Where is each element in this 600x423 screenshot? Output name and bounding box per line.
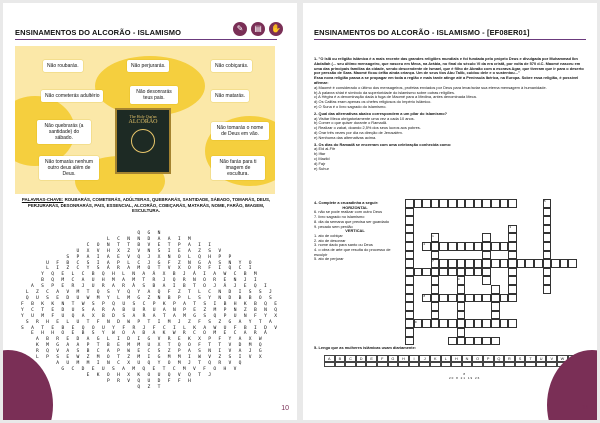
crossword-cell[interactable] [422,268,431,277]
crossword-cell[interactable] [482,276,491,285]
crossword-cell[interactable]: 5 [543,199,552,208]
crossword-cell[interactable] [405,268,414,277]
answer-option[interactable]: e) Nenhuma das alternativas acima. [314,134,377,140]
answer-option[interactable]: c) Realizar o zakat, doando 2,5% dos seus lucros aos pobres. [314,125,421,131]
crossword-cell[interactable] [405,233,414,242]
word-search-grid [21,231,279,390]
crossword-cell[interactable] [508,242,517,251]
crossword-cell[interactable] [405,259,414,268]
alphabet-letter: J [419,355,430,362]
crossword-clue: 3. nome dado para santo ou Deus [314,242,373,248]
word-search-row: L P S E W Z M O T Z M I G M M I W V Z S I V X [36,355,264,361]
answer-blanks [449,372,480,380]
crossword-cell[interactable] [508,285,517,294]
word-search-row: G C D E U S A M Q E T C M V F O H V [61,366,239,372]
code-cell[interactable] [472,362,483,367]
question-2-options [314,117,584,141]
book-caption: The Holy Qur'an [129,114,157,119]
crossword-cell[interactable] [457,328,466,337]
crossword-cell[interactable] [560,259,569,268]
crossword-cell[interactable] [474,242,483,251]
crossword-cell[interactable] [439,319,448,328]
code-cell[interactable] [483,362,494,367]
alphabet-letter: L [441,355,452,362]
crossword-cell[interactable]: 4 [457,276,466,285]
crossword-cell[interactable] [405,242,414,251]
word-search-row: L C N N D A A I M [106,236,194,242]
crossword-cell[interactable]: 2 [422,242,431,251]
code-cell[interactable] [324,362,335,367]
keyword-values: ROUBARÁS, COMETERÁS, ADÚLTERAS, QUEBRARÁS, SANTIDADE, SÁBADO, TOMARÁS, DEUS, PERJURARÁS, DESONRARÁS, PAIS, ESSENCIAL, ALCORÃO, COBIÇARÁS, MATARÁS, NOME, FARÃO, IMAGEM, ESCULTURA. [27,197,271,213]
crossword-cell[interactable] [543,251,552,260]
word-search-row: A S P E R J U R A R Á S B A I B T O J Á J E Q I [30,284,270,290]
crossword-cell[interactable] [405,319,414,328]
word-search-row: C O N T T B V E T P A I I [86,242,214,248]
alphabet-letter: S [515,355,526,362]
commandment-card: Não cometerás adultério [41,90,103,102]
answer-option[interactable]: a) Maomé é considerado o último dos mensageiros, profetas enviados por Deus para levar/aviar sua eterna mensagem à humanidade. [314,84,547,90]
commandment-card: Não perjurarás. [127,60,169,72]
crossword-cell[interactable] [448,337,457,346]
book-ornament [131,129,155,153]
answer-option[interactable]: d) Fajr [314,160,326,166]
crossword-cell[interactable] [491,259,500,268]
book-title: ALCORÃO [128,119,158,125]
crossword-cell[interactable] [482,233,491,242]
word-search-row: F B K K N T W S P Q U S C P K P A T S I B H K B Q E [21,301,280,307]
commandment-card: Não cobiçarás. [211,60,252,72]
crossword-cell[interactable] [457,302,466,311]
crossword-cell[interactable] [482,259,491,268]
code-cell[interactable] [494,362,505,367]
header-icons [233,22,283,36]
crossword-cell[interactable] [405,199,414,208]
crossword-cell[interactable] [543,259,552,268]
crossword-cell[interactable] [414,268,423,277]
crossword-clue: 9. pecado sem perdão [314,223,353,229]
alphabet-letter: C [345,355,356,362]
crossword-cell[interactable] [491,294,500,303]
crossword-clues [314,201,396,262]
crossword-cell[interactable] [543,268,552,277]
crossword-cell[interactable] [500,319,509,328]
crossword-cell[interactable] [465,319,474,328]
crossword-cell[interactable] [491,285,500,294]
crossword-cell[interactable] [465,294,474,303]
crossword-cell[interactable] [482,337,491,346]
word-search-row: U X V H X Z V N S I E A Z S V [76,248,224,254]
crossword-cell[interactable]: 9 [414,319,423,328]
code-cell[interactable] [515,362,526,367]
horizontal-clues [314,210,396,229]
horizontal-label: HORIZONTAL [342,204,368,210]
crossword-cell[interactable] [457,242,466,251]
crossword-cell[interactable] [474,337,483,346]
crossword-cell[interactable] [405,302,414,311]
word-search-row: E H H O E B S Y W O A B A K W R C O M E C A R Á [30,331,270,337]
crossword-cell[interactable] [491,337,500,346]
crossword-cell[interactable] [431,251,440,260]
left-page [3,3,297,420]
pencil-icon: ✎ [233,22,247,36]
crossword-cell[interactable]: 7 [431,259,440,268]
word-search-row: Q Z T [137,384,163,390]
crossword-cell[interactable] [482,242,491,251]
crossword-cell[interactable] [508,294,517,303]
crossword-cell[interactable] [457,319,466,328]
question-1-text: Essa nova religião passa a se propagar em toda a região e mais tarde atinge até a Península Ibérica, na Europa. Sobre essa religião, é possível afirmar: [314,75,579,85]
crossword-cell[interactable] [431,242,440,251]
crossword-cell[interactable] [431,285,440,294]
crossword-cell[interactable] [457,337,466,346]
crossword-cell[interactable] [405,276,414,285]
word-search-row: R Q V A S B C A P W E C S Z P A S N I V A J G [36,349,264,355]
crossword-cell[interactable] [439,199,448,208]
crossword-cell[interactable] [439,259,448,268]
alphabet-letter: W [557,355,568,362]
answer-option[interactable]: b) Iftar [314,151,326,157]
crossword-cell[interactable] [405,294,414,303]
crossword-cell[interactable] [448,259,457,268]
code-cell[interactable] [536,362,547,367]
crossword-cell[interactable] [525,259,534,268]
crossword-clue: 6. não se pode realizar com outro Deus [314,209,383,215]
crossword-cell[interactable] [457,311,466,320]
alphabet-code-row [324,355,597,362]
code-cell[interactable] [451,362,462,367]
code-cell[interactable] [398,362,409,367]
crossword-cell[interactable] [508,233,517,242]
vertical-clues [314,234,396,262]
crossword-cell[interactable] [508,319,517,328]
crossword-cell[interactable] [405,328,414,337]
crossword-cell[interactable] [465,268,474,277]
questions-block [314,57,584,171]
word-search-row: Q U S E D U W M Y L M G Z N B P L S Y N D B B O S [25,295,275,301]
crossword-cell[interactable] [465,242,474,251]
page-number: 11 [581,405,589,412]
crossword-cell[interactable] [543,285,552,294]
keyword-label: PALAVRAS-CHAVE: [21,197,64,202]
word-search-row: Q G N [137,231,163,236]
crossword-cell[interactable] [448,268,457,277]
crossword-cell[interactable] [405,225,414,234]
page-number: 10 [281,405,289,412]
crossword-clue: 4. o obra de arte que resulta do processo de esculpir [314,247,391,257]
crossword-cell[interactable] [543,208,552,217]
crossword-cell[interactable] [422,319,431,328]
code-cell[interactable] [504,362,515,367]
code-number-row [324,362,597,367]
alphabet-letter: P [483,355,494,362]
alphabet-letter: H [451,355,462,362]
crossword-cell[interactable] [439,242,448,251]
title-rule [15,39,277,40]
alphabet-letter: R [504,355,515,362]
crossword-cell[interactable] [543,225,552,234]
crossword-cell[interactable] [405,216,414,225]
code-cell[interactable] [546,362,557,367]
crossword-cell[interactable] [457,199,466,208]
crossword-cell[interactable] [551,259,560,268]
word-search-row: Y Q E L C B Q H L N A Á X B J Á I A W C B M [41,272,259,278]
page-title: ENSINAMENTOS DO ALCORÃO - ISLAMISMO - [EF08ER01] [314,28,530,37]
crossword-cell[interactable] [448,199,457,208]
crossword-cell[interactable] [414,199,423,208]
code-cell[interactable] [409,362,420,367]
alphabet-letter: D [356,355,367,362]
word-search-row: S R H E L U T F N D W P T I M J Z F S Z G A Y T A [25,319,275,325]
code-cell[interactable] [377,362,388,367]
crossword-cell[interactable] [405,251,414,260]
question-1-options [314,86,584,110]
crossword-clue: 7. livro sagrado no islamismo [314,214,365,220]
question-4-text: 4- Complete a cruzadinha a seguir: [314,200,379,205]
commandments-infographic [15,46,275,194]
commandment-card: Não farás para ti imagem de escultura. [211,156,265,180]
word-search-row: A U M M I N C X U Q Y O M J T Q R V Q [56,360,244,366]
code-cell[interactable] [388,362,399,367]
document-icon: ▤ [251,22,265,36]
crossword-cell[interactable] [491,242,500,251]
answer-option[interactable]: a) Eid al-Fitr [314,146,336,152]
word-search-row: L I Z C Y S Á R A M O T V X O R F I Q C I [46,266,254,272]
hand-icon: ✋ [269,22,283,36]
crossword-clue: 2. ato de desonrar [314,237,346,243]
alphabet-letter: T [525,355,536,362]
commandment-card: Não tomarás o nome de Deus em vão. [211,122,269,140]
alphabet-letter: B [335,355,346,362]
crossword-cell[interactable] [431,276,440,285]
code-cell[interactable] [462,362,473,367]
commandment-card: Não matarás. [211,90,249,102]
crossword-cell[interactable] [491,311,500,320]
crossword-cell[interactable] [543,233,552,242]
title-rule [314,39,586,40]
answer-number: 8 [463,372,467,376]
crossword-cell[interactable] [405,208,414,217]
question-2-text: 2- Qual das alternativas abaixo correspondem a um pilar do islamismo? [314,110,447,116]
commandment-card: Não roubarás. [43,60,83,72]
crossword-cell[interactable] [482,251,491,260]
crossword-cell[interactable] [482,199,491,208]
answer-option[interactable]: e) O Suna é o livro sagrado do islamismo. [314,103,387,109]
alphabet-letter: H [398,355,409,362]
question-1-intro: 1- "O Islã ou religião islâmica é a mais recente das grandes religiões mundiais e foi fundada pelo próprio Deus e divulgada por Muhammad Ibn Abdallah (... seu último mensageiro, que nasceu em Meca, na Arábia, no final do século VI da era cristã, por volta de 570 d.C. Maomé nasceu em uma das principais famílias da cidade, sendo descendente de Ismael, que é filho de Abraão com a escrava Agar, que tiveram que ir para o deserto por pressão de Sara. Maomé ficou órfão ainda criança. Um de seus tios Abu Talib, cuidou dele e o sustentou..." [314,56,584,76]
commandment-card: Não quebrarás (a santidade) do sábado. [37,120,91,144]
crossword-clue: 5. ato de perjurar [314,256,344,262]
crossword-cell[interactable] [431,199,440,208]
commandment-card: Não desonrarás teus pais. [130,86,178,104]
alphabet-letter: O [472,355,483,362]
crossword-cell[interactable] [543,242,552,251]
answer-option[interactable]: d) Os Califas eram apenas os chefes religiosos do Império Islâmico. [314,99,432,105]
word-search-row: U F B C S I A P L C J G F Z N G A S N Y O [46,260,254,266]
word-search-row: L Z C A V M T Q S Y Q Y A Q F Z T L C N D I S S J [25,290,275,296]
crossword-cell[interactable] [500,294,509,303]
crossword-cell[interactable] [474,294,483,303]
answer-option[interactable]: c) A Hégira é a denominação dada à fuga de Maomé para a Medina, antes denominada Meca. [314,94,477,100]
crossword-cell[interactable] [465,337,474,346]
crossword-cell[interactable] [568,259,577,268]
alphabet-letter: E [366,355,377,362]
code-cell[interactable] [441,362,452,367]
answer-option[interactable]: b) Comer o que quiser durante o Ramadã. [314,120,388,126]
alphabet-letter: Q [494,355,505,362]
crossword-cell[interactable]: 1 [431,233,440,242]
crossword-cell[interactable] [474,319,483,328]
code-cell[interactable] [335,362,346,367]
crossword-cell[interactable] [465,199,474,208]
crossword-cell[interactable] [405,285,414,294]
crossword-clue: 1. ato de cobiçar [314,232,343,238]
crossword-cell[interactable] [508,199,517,208]
question-3-text: 3- Os dias do Ramadã se encerram com uma celebração conhecida como: [314,141,452,147]
crossword-cell[interactable] [457,268,466,277]
crossword-cell[interactable] [508,276,517,285]
crossword-cell[interactable]: 3 [508,225,517,234]
word-search-row: S P A I A E V Q J X N O L Q H P P [66,254,234,260]
crossword-cell[interactable] [431,311,440,320]
alphabet-letter: F [377,355,388,362]
crossword-cell[interactable] [448,294,457,303]
crossword-cell[interactable] [517,259,526,268]
crossword-cell[interactable] [457,285,466,294]
crossword-cell[interactable] [422,199,431,208]
alphabet-letter: A [324,355,335,362]
crossword-cell[interactable] [482,268,491,277]
crossword-cell[interactable] [491,319,500,328]
answer-codes: 20 8 21 19 26 [449,376,481,380]
crossword-cell[interactable] [439,268,448,277]
alphabet-letter: N [462,355,473,362]
alphabet-letter: G [388,355,399,362]
code-cell[interactable] [345,362,356,367]
alphabet-letter: I [409,355,420,362]
code-cell[interactable] [419,362,430,367]
vertical-label: VERTICAL [345,228,365,234]
crossword-cell[interactable] [405,311,414,320]
alphabet-letter: V [546,355,557,362]
answer-option[interactable]: b) A palavra shiat é símbolo da superioridade do islamismo sobre outras religiões. [314,89,456,95]
question-3-options [314,147,584,171]
word-search-row: P R V Q U D F F H [106,378,194,384]
crossword-cell[interactable] [500,259,509,268]
code-cell[interactable] [366,362,377,367]
crossword-cell[interactable] [457,259,466,268]
crossword-cell[interactable] [474,268,483,277]
word-search-row: E K O H X K O U Q V Q T J [86,372,214,378]
crossword-cell[interactable] [508,251,517,260]
answer-option[interactable]: c) Mazlid [314,155,330,161]
crossword-cell[interactable] [500,242,509,251]
quran-book-image [115,108,171,174]
crossword-cell[interactable] [431,294,440,303]
page-title: ENSINAMENTOS DO ALCORÃO - ISLAMISMO [15,28,182,37]
right-page [303,3,597,420]
crossword-cell[interactable] [543,216,552,225]
code-cell[interactable] [356,362,367,367]
keyword-list [17,197,275,214]
crossword-cell[interactable] [431,302,440,311]
crossword-cell[interactable] [439,294,448,303]
crossword-cell[interactable] [482,319,491,328]
word-search-row: A B R E D A G L I D I G V R E K X P F Y A X W [36,337,264,343]
crossword-cell[interactable] [474,259,483,268]
question-5-text: 5- Lengo que as mulheres islâmicas usam diariamente: [314,345,417,350]
crossword-cell[interactable] [448,242,457,251]
word-search-row: S A T E B E Q O U Y F R J F C I L K A W U F B I D V [21,325,280,331]
crossword-cell[interactable] [508,268,517,277]
crossword-cell[interactable] [482,294,491,303]
alphabet-letter: U [536,355,547,362]
crossword-cell[interactable] [543,276,552,285]
crossword-cell[interactable] [474,199,483,208]
crossword-clue: 8. dia da semana que precisa ser guardado [314,218,390,224]
crossword-cell[interactable] [448,319,457,328]
word-search-row: Y C T E D U S A R A B U R U A N P E Z M P N Z B N Q [21,307,280,313]
crossword-cell[interactable] [500,199,509,208]
answer-option[interactable]: d) Orar três vezes por dia na direção de Jerusalém. [314,129,403,135]
crossword-cell[interactable] [491,199,500,208]
crossword-cell[interactable] [405,337,414,346]
crossword-cell[interactable] [431,319,440,328]
word-search-row: K M G A A P T B E M M U X T Q O F T T V D M Q [36,343,264,349]
crossword-cell[interactable] [431,268,440,277]
crossword-cell[interactable] [465,259,474,268]
word-search-row: B Q M C A U H M A M T R J Q R N O R E N J I [41,278,259,284]
commandment-card: Não tomarás nenhum outro deus além de Deus. [39,156,99,180]
code-cell[interactable] [430,362,441,367]
crossword-cell[interactable] [491,302,500,311]
word-search-row: Y U M F U Q A X B D S A R A T A M G S Q P U N F Y X [21,313,280,319]
alphabet-letter: K [430,355,441,362]
crossword-cell[interactable]: 8 [422,294,431,303]
crossword-cell[interactable] [534,259,543,268]
crossword-cell[interactable] [457,294,466,303]
code-cell[interactable] [525,362,536,367]
crossword-cell[interactable] [508,259,517,268]
answer-option[interactable]: e) Suhur [314,165,329,171]
answer-option[interactable]: a) Visitar Meca obrigatoriamente uma vez a cada 10 anos. [314,115,415,121]
